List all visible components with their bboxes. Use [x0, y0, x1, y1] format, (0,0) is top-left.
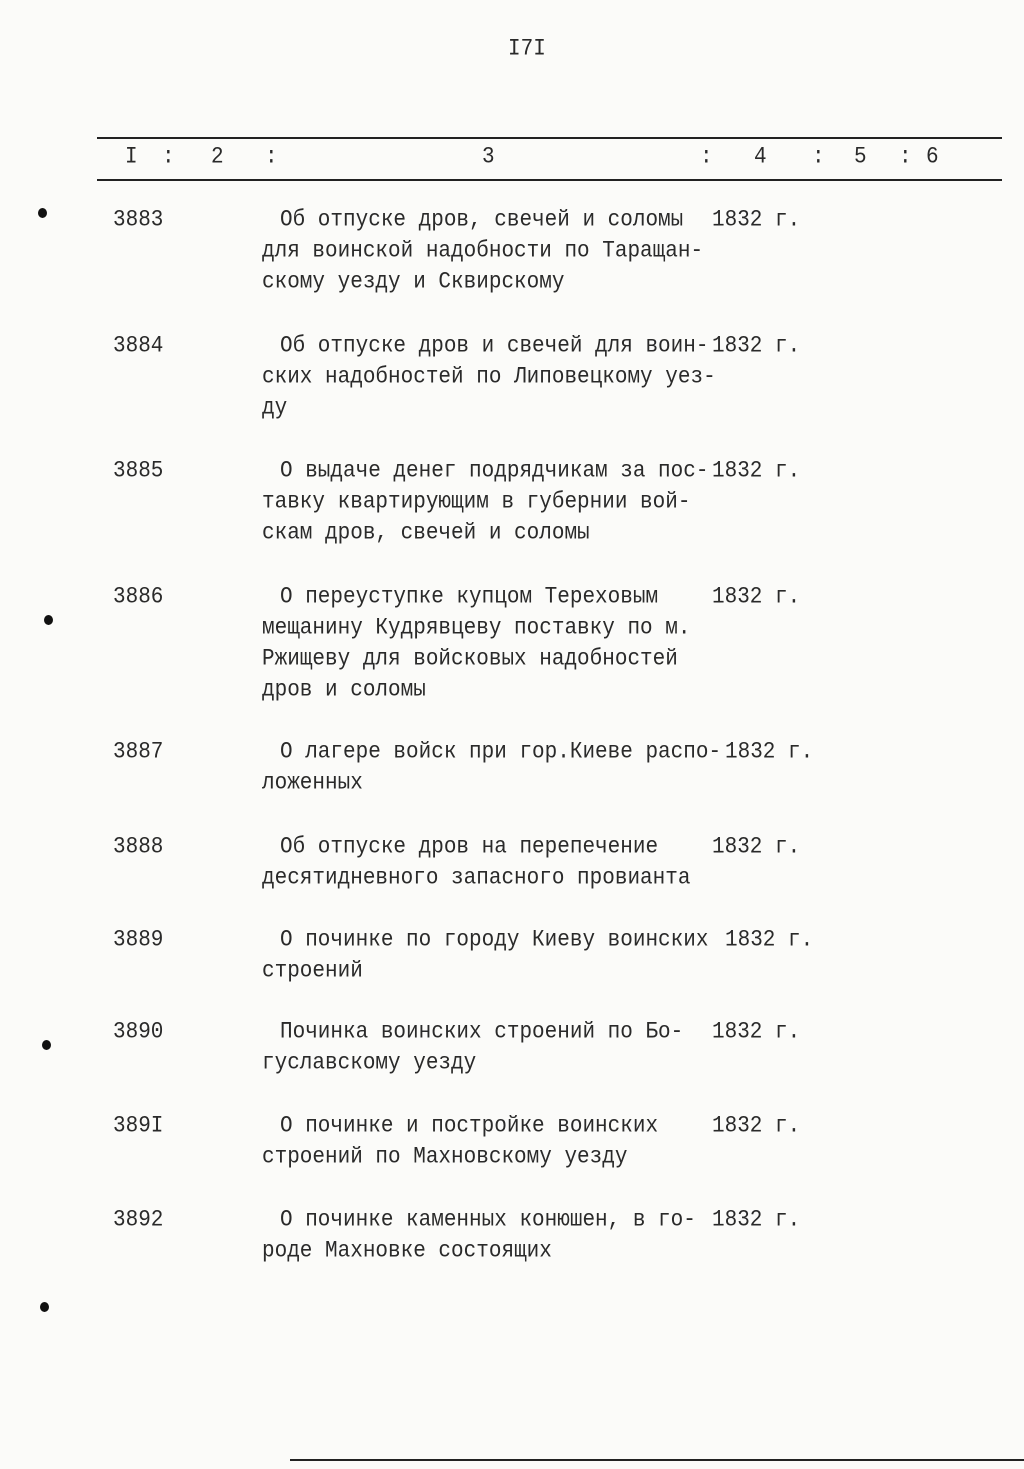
entry-number: 389I [113, 1113, 164, 1140]
entry-date: 1832 г. [725, 739, 814, 766]
entry-title-line: роде Махновке состоящих [262, 1238, 552, 1265]
entry-title-line: скам дров, свечей и соломы [262, 520, 590, 547]
entry-number: 3889 [113, 927, 164, 954]
entry-title-line: О переуступке купцом Тереховым [280, 584, 659, 611]
entry-title-line: Об отпуске дров, свечей и соломы [280, 207, 684, 234]
entry-number: 3883 [113, 207, 164, 234]
punch-hole [42, 1040, 51, 1050]
entry-title-line: ских надобностей по Липовецкому уез- [262, 364, 716, 391]
entry-date: 1832 г. [725, 927, 814, 954]
entry-title-line: Об отпуске дров и свечей для воин- [280, 333, 709, 360]
entry-title-line: О починке и постройке воинских [280, 1113, 659, 1140]
entry-date: 1832 г. [712, 458, 801, 485]
entry-title-line: Ржищеву для войсковых надобностей [262, 646, 678, 673]
column-number: 6 [926, 144, 939, 171]
entry-title-line: мещанину Кудрявцеву поставку по м. [262, 615, 691, 642]
punch-hole [38, 208, 47, 218]
entry-title-line: десятидневного запасного провианта [262, 865, 691, 892]
entry-title-line: О починке по городу Киеву воинских [280, 927, 709, 954]
entry-title-line: ду [262, 395, 288, 422]
header-top-rule [97, 137, 1002, 139]
entry-number: 3885 [113, 458, 164, 485]
bottom-rule [290, 1459, 1024, 1461]
punch-hole [44, 615, 53, 625]
column-separator: : [162, 144, 175, 171]
column-number: 3 [482, 144, 495, 171]
entry-title-line: тавку квартирующим в губернии вой- [262, 489, 691, 516]
entry-date: 1832 г. [712, 333, 801, 360]
column-number: I [125, 144, 138, 171]
entry-title-line: строений [262, 958, 363, 985]
column-separator: : [812, 144, 825, 171]
page-number: I7I [508, 36, 546, 63]
entry-title-line: О починке каменных конюшен, в го- [280, 1207, 696, 1234]
column-separator: : [265, 144, 278, 171]
entry-date: 1832 г. [712, 584, 801, 611]
entry-title-line: Починка воинских строений по Бо- [280, 1019, 684, 1046]
entry-number: 3887 [113, 739, 164, 766]
entry-title-line: ложенных [262, 770, 363, 797]
column-number: 4 [754, 144, 767, 171]
entry-title-line: строений по Махновскому уезду [262, 1144, 628, 1171]
entry-title-line: дров и соломы [262, 677, 426, 704]
entry-title-line: О лагере войск при гор.Киеве распо- [280, 739, 722, 766]
entry-date: 1832 г. [712, 1113, 801, 1140]
header-bottom-rule [97, 179, 1002, 181]
column-number: 2 [211, 144, 224, 171]
entry-number: 3892 [113, 1207, 164, 1234]
entry-date: 1832 г. [712, 1207, 801, 1234]
entry-number: 3890 [113, 1019, 164, 1046]
entry-title-line: скому уезду и Сквирскому [262, 269, 565, 296]
column-number: 5 [854, 144, 867, 171]
entry-number: 3888 [113, 834, 164, 861]
entry-date: 1832 г. [712, 1019, 801, 1046]
entry-date: 1832 г. [712, 834, 801, 861]
punch-hole [40, 1302, 49, 1312]
entry-title-line: гуславскому уезду [262, 1050, 477, 1077]
entry-date: 1832 г. [712, 207, 801, 234]
entry-title-line: О выдаче денег подрядчикам за пос- [280, 458, 709, 485]
entry-number: 3884 [113, 333, 164, 360]
entry-title-line: Об отпуске дров на перепечение [280, 834, 659, 861]
column-separator: : [899, 144, 912, 171]
entry-title-line: для воинской надобности по Таращан- [262, 238, 704, 265]
entry-number: 3886 [113, 584, 164, 611]
column-separator: : [700, 144, 713, 171]
